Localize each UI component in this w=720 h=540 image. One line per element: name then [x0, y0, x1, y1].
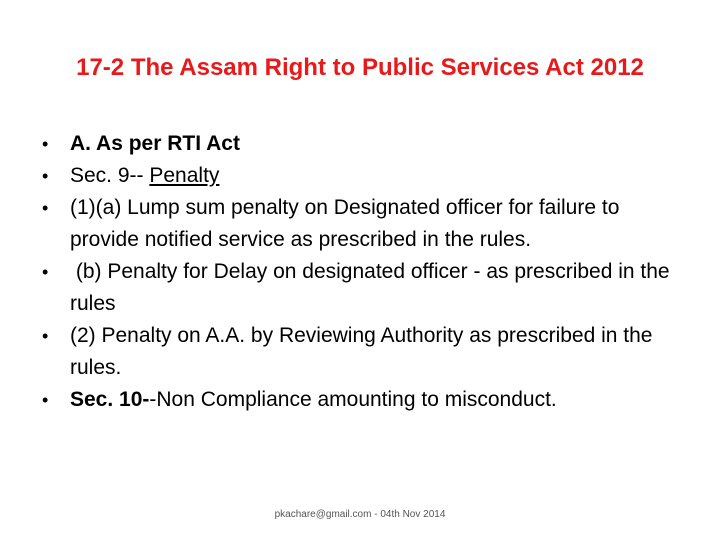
- bullet-text-bold: Sec. 10-: [70, 388, 150, 411]
- slide-title: 17-2 The Assam Right to Public Services Act 2012: [76, 54, 644, 81]
- bullet-text: (1)(a) Lump sum penalty on Designated officer for failure to provide notified service as prescribed in the rules.: [70, 196, 620, 251]
- bullet-text-underlined: Penalty: [149, 164, 220, 187]
- bullet-text: A. As per RTI Act: [70, 132, 240, 155]
- bullet-text: (b) Penalty for Delay on designated officer - as prescribed in the rules: [70, 260, 676, 315]
- bullet-icon: •: [42, 390, 49, 410]
- bullet-item-penalty-delay: [42, 256, 682, 320]
- bullet-text: (2) Penalty on A.A. by Reviewing Authority as prescribed in the rules.: [70, 324, 653, 379]
- bullet-icon: •: [42, 166, 49, 186]
- bullet-item-reviewing-authority: [42, 320, 682, 384]
- bullet-item-sec-10: [42, 384, 682, 416]
- bullet-list: [42, 128, 682, 416]
- bullet-item-rti-act: [42, 128, 682, 160]
- bullet-item-lump-sum: [42, 192, 682, 256]
- bullet-icon: •: [42, 134, 49, 154]
- bullet-text-rest: -Non Compliance amounting to misconduct.: [149, 388, 557, 411]
- bullet-icon: •: [42, 326, 49, 346]
- bullet-text-prefix: Sec. 9--: [70, 164, 150, 187]
- slide-footer: pkachare@gmail.com - 04th Nov 2014: [274, 509, 446, 520]
- bullet-icon: •: [42, 198, 49, 218]
- bullet-icon: •: [42, 262, 49, 282]
- bullet-item-sec-9: [42, 160, 682, 192]
